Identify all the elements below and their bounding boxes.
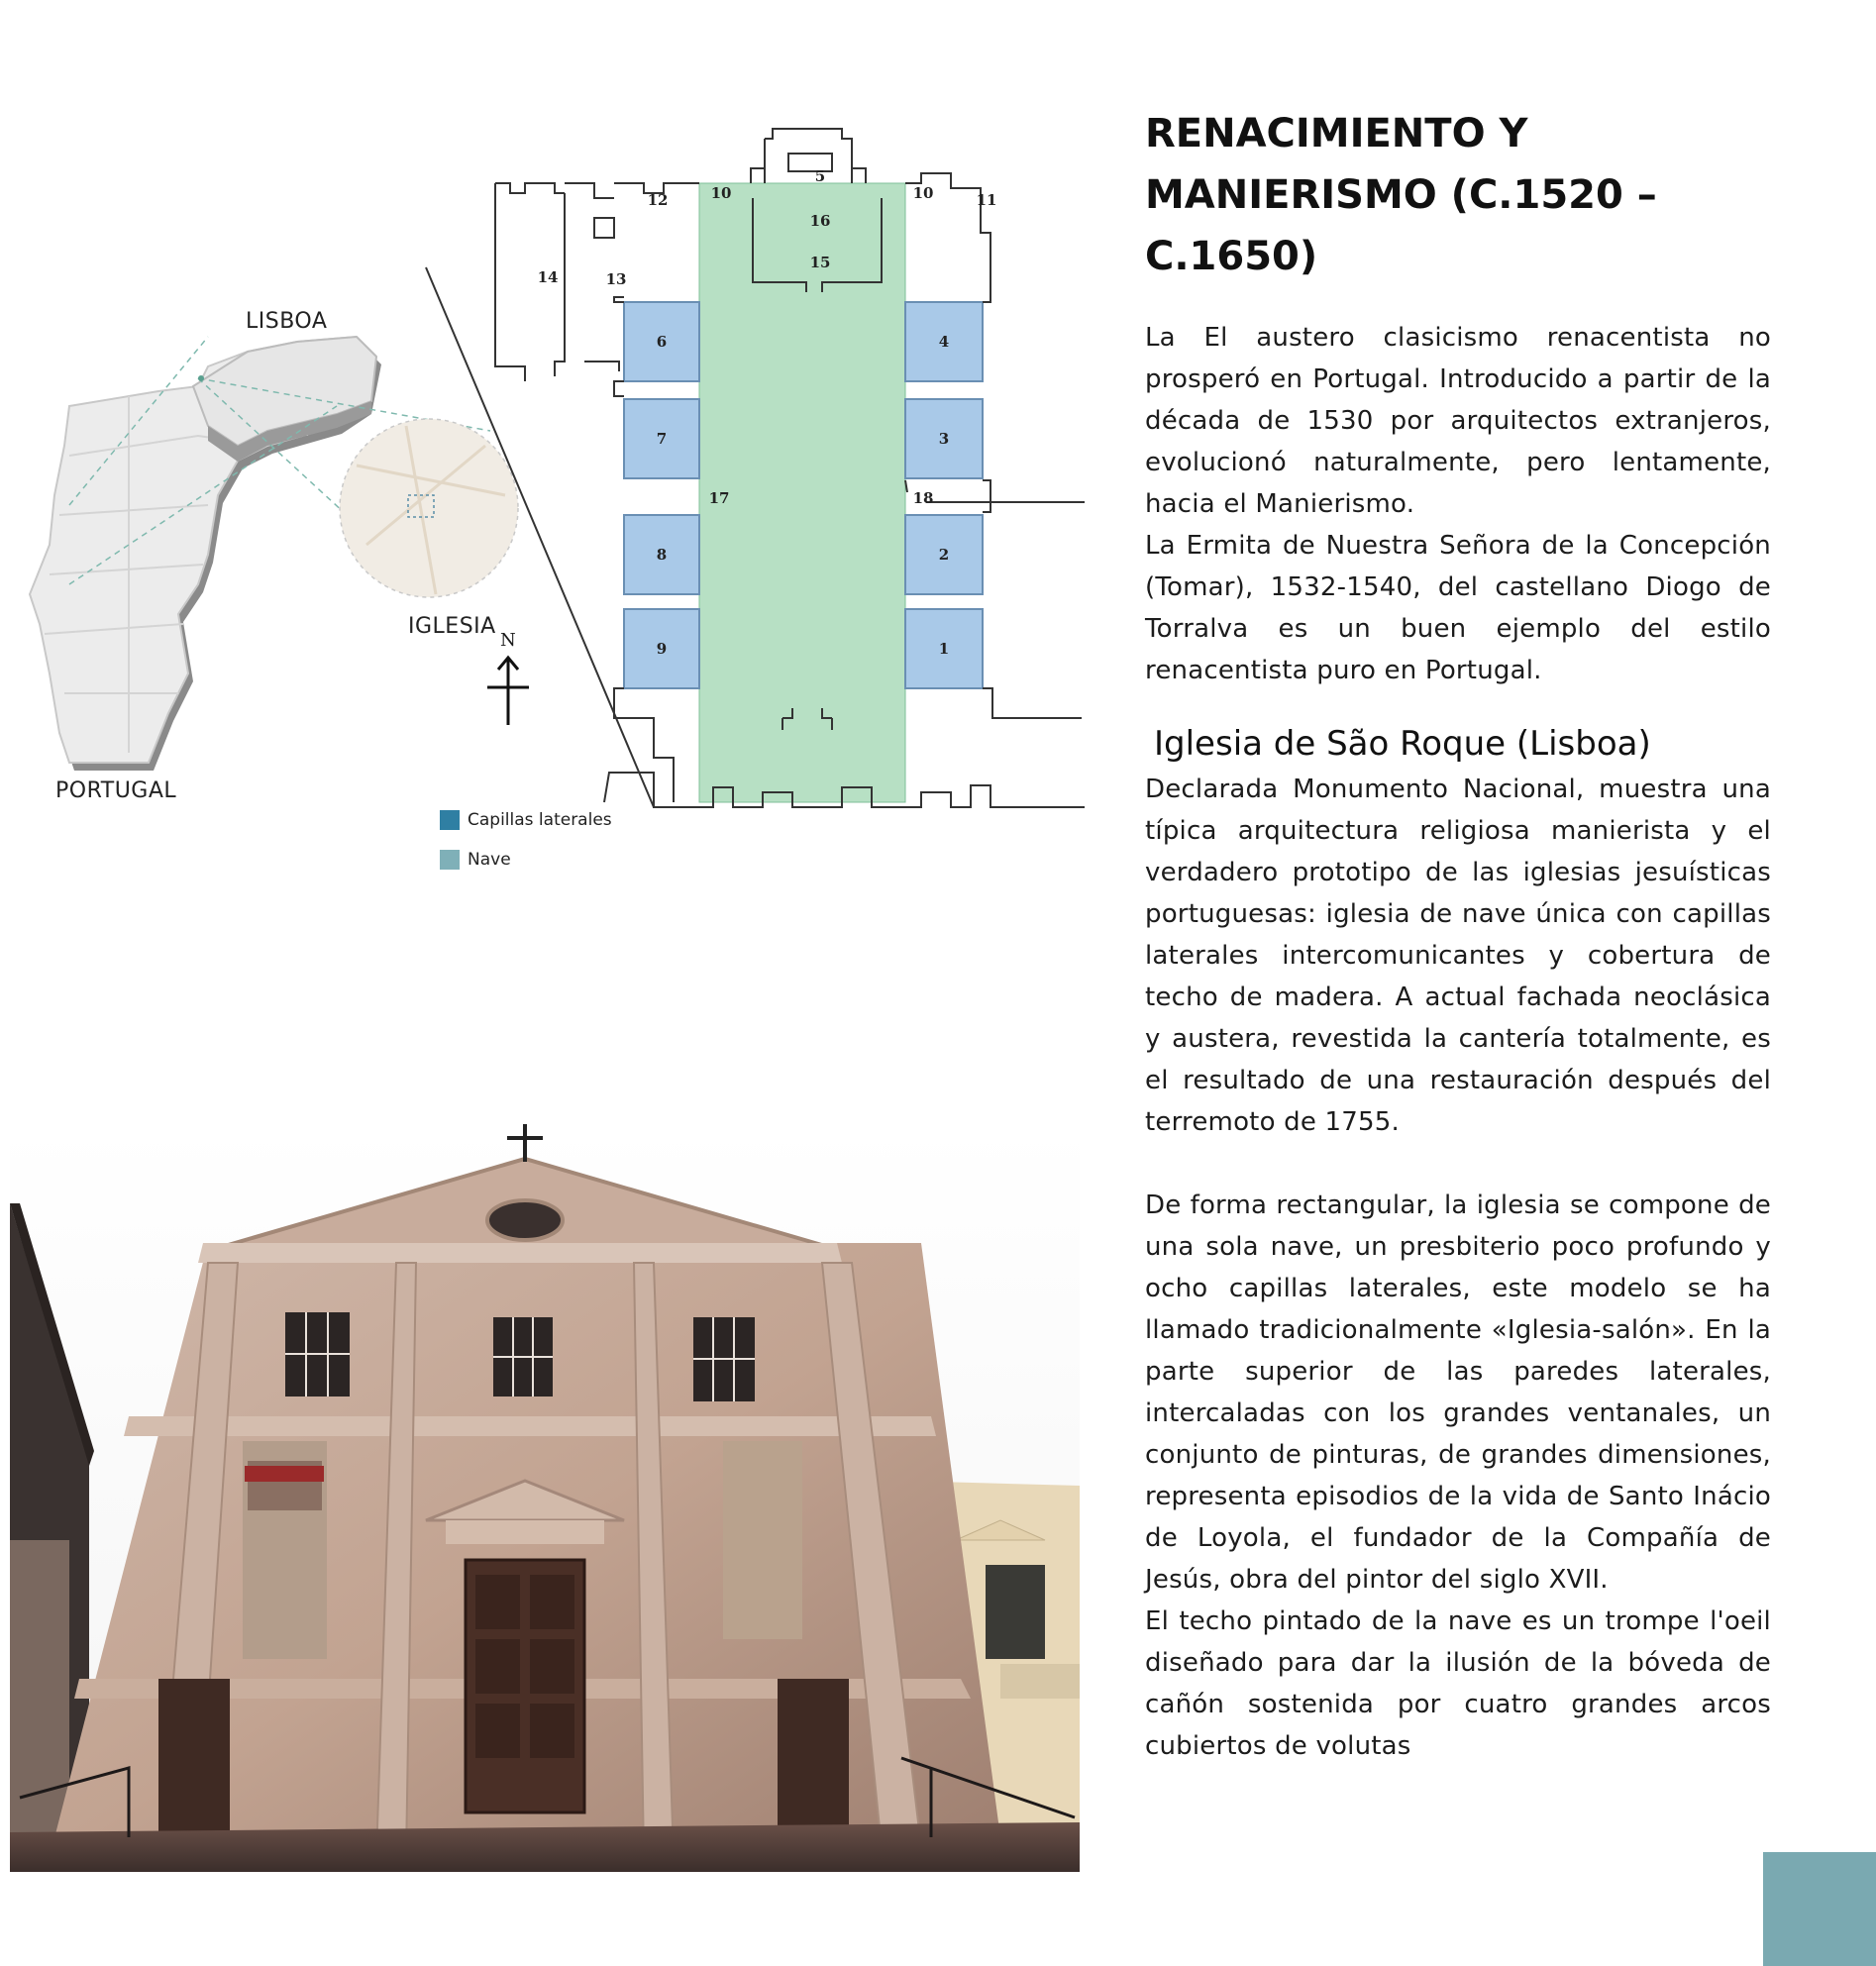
- plan-number-11: 11: [976, 191, 997, 209]
- legend-label-nave: Nave: [468, 850, 511, 870]
- page-title-line3: C.1650): [1145, 234, 1318, 279]
- corner-accent-square: [1763, 1852, 1876, 1966]
- label-portugal: PORTUGAL: [55, 778, 177, 803]
- legend-swatch-capillas: [440, 810, 460, 830]
- plan-number-8: 8: [656, 546, 668, 564]
- legend-swatch-nave: [440, 850, 460, 870]
- plan-number-7: 7: [656, 430, 668, 448]
- plan-number-14: 14: [537, 268, 559, 286]
- legend: [440, 810, 612, 870]
- side-door-left: [158, 1679, 230, 1832]
- plan-number-10a: 10: [710, 184, 732, 202]
- plan-number-16: 16: [809, 212, 831, 230]
- text-column: [1145, 103, 1771, 1767]
- plan-number-18: 18: [912, 489, 934, 507]
- church-facade-photo: [10, 1124, 1080, 1872]
- intro-paragraph-2: La Ermita de Nuestra Señora de la Concepción (Tomar), 1532-1540, del castellano Diogo de Torralva es un buen ejemplo del estilo renacentista puro en Portugal.: [1145, 531, 1771, 685]
- plan-number-9: 9: [656, 640, 668, 658]
- plan-number-1: 1: [938, 640, 950, 658]
- section-paragraph-1: Declarada Monumento Nacional, muestra una típica arquitectura religiosa manierista y el verdadero prototipo de las iglesias jesuísticas portuguesas: iglesia de nave única con capillas laterales intercomunicantes y cobertura de techo de madera. A actual fachada neoclásica y austera, revestida la cantería totalmente, es el resultado de una restauración después del terremoto de 1755.: [1145, 775, 1771, 1137]
- section-paragraph-2: De forma rectangular, la iglesia se compone de una sola nave, un presbiterio poco profundo y ocho capillas laterales, este modelo se ha llamado tradicionalmente «Iglesia-salón». En la parte superior de las paredes laterales, intercaladas con los grandes ventanales, un conjunto de pinturas, de grandes dimensiones, representa episodios de la vida de Santo Inácio de Loyola, el fundador de la Compañía de Jesús, obra del pintor del siglo XVII.: [1145, 1190, 1771, 1595]
- nave-area: [699, 183, 905, 802]
- plan-number-6: 6: [656, 333, 668, 351]
- plan-number-15: 15: [809, 254, 831, 271]
- legend-item-capillas: [440, 810, 612, 830]
- page-title-line1: RENACIMIENTO Y: [1145, 111, 1528, 156]
- plan-number-4: 4: [938, 333, 950, 351]
- plan-number-17: 17: [708, 489, 730, 507]
- side-door-right: [778, 1679, 849, 1827]
- label-iglesia: IGLESIA: [408, 614, 496, 639]
- plan-number-10b: 10: [912, 184, 934, 202]
- section-subtitle: Iglesia de São Roque (Lisboa): [1154, 724, 1651, 764]
- section-paragraph-3: El techo pintado de la nave es un trompe l'oeil diseñado para dar la ilusión de la bóveda de cañón sostenida por cuatro grandes arcos cubiertos de volutas: [1145, 1606, 1771, 1761]
- north-label: N: [500, 630, 516, 651]
- floor-plan: [416, 124, 1085, 896]
- plan-number-5: 5: [814, 167, 826, 185]
- plan-number-12: 12: [647, 191, 669, 209]
- legend-label-capillas: Capillas laterales: [468, 810, 612, 830]
- plan-number-2: 2: [938, 546, 950, 564]
- legend-item-nave: [440, 850, 612, 870]
- label-lisboa: LISBOA: [246, 309, 328, 334]
- page-title: [1145, 103, 1771, 287]
- intro-paragraph-1: La El austero clasicismo renacentista no prosperó en Portugal. Introducido a partir de la década de 1530 por arquitectos extranjeros, evolucionó naturalmente, pero lentamente, hacia el Manierismo.: [1145, 323, 1771, 519]
- plan-number-3: 3: [938, 430, 950, 448]
- plan-number-13: 13: [605, 270, 627, 288]
- page-title-line2: MANIERISMO (C.1520 –: [1145, 172, 1657, 218]
